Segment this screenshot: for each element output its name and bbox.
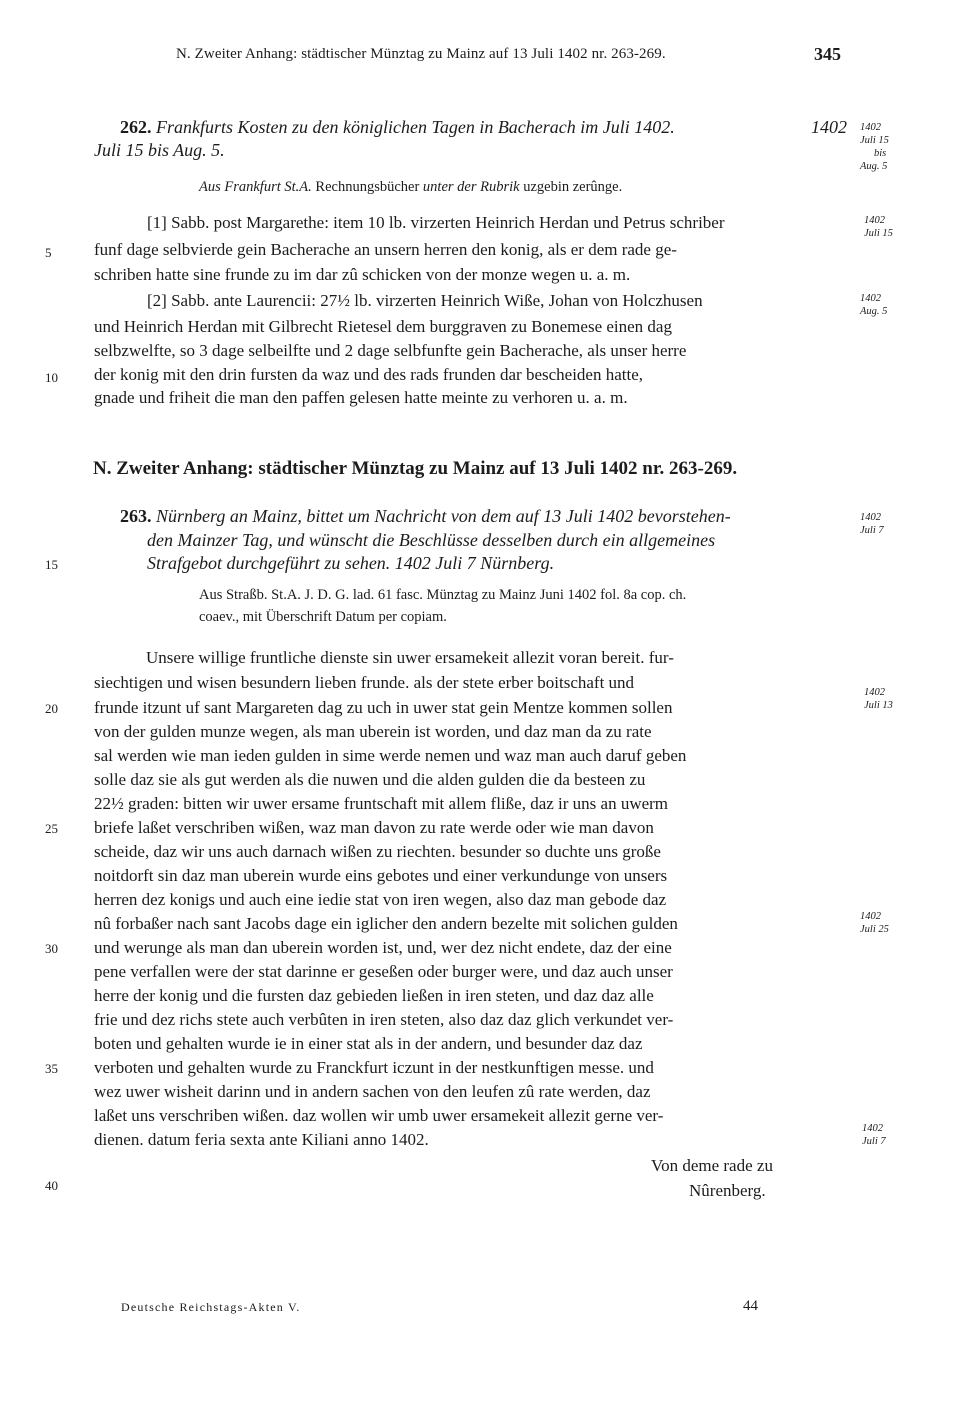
doc263-body-line: dienen. datum feria sexta ante Kiliani anno 1402. (94, 1130, 429, 1149)
doc263-title-line: Strafgebot durchgeführt zu sehen. 1402 Juli 7 Nürnberg. (147, 553, 555, 573)
doc262-line: gnade und friheit die man den paffen gelesen hatte meinte zu verhoren u. a. m. (94, 388, 628, 407)
line-number: 20 (45, 701, 58, 716)
doc263-body-line: frunde itzunt uf sant Margareten dag zu uch in uwer stat gein Mentze kommen sollen (94, 698, 673, 717)
line-number: 15 (45, 557, 58, 572)
doc263-title-margin: 1402 Juli 7 (860, 512, 884, 536)
doc263-body-line: verboten und gehalten wurde zu Franckfurt iczunt in der nestkunftigen messe. und (94, 1058, 654, 1077)
doc263-body-line: 22½ graden: bitten wir uwer ersame fruntschaft mit allem fliße, daz ir uns an uwerm (94, 794, 669, 813)
doc262-line: der konig mit den drin fursten da waz und des rads frunden dar bescheiden hatte, (94, 365, 644, 384)
signature-line1: Von deme rade zu (651, 1156, 773, 1175)
doc262-heading (120, 117, 675, 138)
doc262-title-line2: Juli 15 bis Aug. 5. (94, 140, 225, 160)
doc262-line: [2] Sabb. ante Laurencii: 27½ lb. virzerten Heinrich Wiße, Johan von Holczhusen (147, 291, 703, 310)
doc263-body-line: Unsere willige fruntliche dienste sin uwer ersamekeit allezit voran bereit. fur- (146, 648, 674, 667)
section-title: N. Zweiter Anhang: städtischer Münztag zu Mainz auf 13 Juli 1402 nr. 263-269. (93, 458, 738, 479)
doc263-margin-b: 1402 Juli 25 (860, 911, 889, 935)
doc263-body-line: sal werden wie man ieden gulden in sime werde nemen und waz man auch daruf geben (94, 746, 687, 765)
doc263-body-line: herren dez konigs und auch eine iedie stat von iren wegen, also daz man gebode daz (94, 890, 667, 909)
line-number: 5 (45, 245, 52, 260)
doc262-title-date: 1402 (811, 117, 847, 137)
doc263-body-line: laßet uns verschriben wißen. daz wollen wir umb uwer ersamekeit allezit gerne ver- (94, 1106, 664, 1125)
doc263-body-line: solle daz sie als gut werden als die nuwen und die alden gulden die da besteen zu (94, 770, 646, 789)
doc263-body-line: pene verfallen were der stat darinne er geseßen oder burger were, und daz auch unser (94, 962, 673, 981)
doc263-body-line: noitdorft sin daz man uberein wurde eins gebotes und einer verkundunge von unsers (94, 866, 668, 885)
doc262-source: Aus Frankfurt St.A. Rechnungsbücher unter der Rubrik uzgebin zerûnge. (199, 179, 623, 195)
line-number: 35 (45, 1061, 58, 1076)
line-number: 30 (45, 941, 58, 956)
doc262-line: und Heinrich Herdan mit Gilbrecht Rietesel dem burggraven zu Bonemese einen dag (94, 317, 672, 336)
doc262-margin-1: 1402 Juli 15 (864, 215, 893, 239)
doc263-body-line: und werunge als man dan uberein worden ist, und, wer dez nicht endete, daz der eine (94, 938, 672, 957)
doc263-margin-c: 1402 Juli 7 (862, 1123, 886, 1147)
line-number: 40 (45, 1178, 58, 1193)
doc263-heading: 263. Nürnberg an Mainz, bittet um Nachricht von dem auf 13 Juli 1402 bevorstehen- (120, 506, 731, 526)
doc263-source-line1: Aus Straßb. St.A. J. D. G. lad. 61 fasc. Münztag zu Mainz Juni 1402 fol. 8a cop. ch. (199, 587, 687, 603)
doc262-line: funf dage selbvierde gein Bacherache an unsern herren den konig, als er dem rade ge- (94, 240, 677, 259)
signature-line2: Nûrenberg. (689, 1181, 766, 1200)
doc262-line: selbzwelfte, so 3 dage selbeilfte und 2 dage selbfunfte gein Bacherache, als unser herre (94, 341, 687, 360)
doc262-title-line1: Frankfurts Kosten zu den königlichen Tagen in Bacherach im Juli 1402. (156, 117, 675, 137)
doc263-body-line: frie und dez richs stete auch verbûten in iren steten, also daz daz glich verkundet ver- (94, 1010, 674, 1029)
footer-series-title: Deutsche Reichstags-Akten V. (121, 1300, 301, 1314)
doc263-body-line: siechtigen und wisen besundern lieben frunde. als der stete erber boitschaft und (94, 673, 635, 692)
line-number: 10 (45, 370, 58, 385)
line-number: 25 (45, 821, 58, 836)
doc263-body-line: wez uwer wisheit darinn und in andern sachen von den leufen zû rate werden, daz (94, 1082, 651, 1101)
doc263-source-line2: coaev., mit Überschrift Datum per copiam. (199, 609, 447, 625)
doc262-line: schriben hatte sine frunde zu im dar zû schicken von der monze wegen u. a. m. (94, 265, 631, 284)
doc263-margin-a: 1402 Juli 13 (864, 687, 893, 711)
doc262-number: 262. (120, 117, 152, 137)
doc263-body-line: herre der konig und die fursten daz gebieden ließen in iren steten, und daz daz alle (94, 986, 654, 1005)
doc262-line: [1] Sabb. post Margarethe: item 10 lb. virzerten Heinrich Herdan und Petrus schriber (147, 213, 725, 232)
doc263-body-line: nû forbaßer nach sant Jacobs dage ein iglicher den andern bezelte mit solichen gulden (94, 914, 678, 933)
doc262-margin-2: 1402 Aug. 5 (860, 293, 888, 317)
doc263-body-line: von der gulden munze wegen, als man uberein ist worden, und daz man da zu rate (94, 722, 652, 741)
footer-signature-number: 44 (743, 1298, 758, 1314)
doc262-margin-date: 1402 Juli 15 bis Aug. 5 (860, 122, 889, 172)
doc263-number: 263. (120, 506, 152, 526)
running-header: N. Zweiter Anhang: städtischer Münztag zu Mainz auf 13 Juli 1402 nr. 263-269. (176, 46, 666, 62)
doc263-body-line: boten und gehalten wurde ie in einer stat als in der andern, und besunder daz daz (94, 1034, 643, 1053)
page-number: 345 (814, 44, 841, 64)
doc263-title-line: den Mainzer Tag, und wünscht die Beschlüsse desselben durch ein allgemeines (147, 530, 716, 550)
doc263-body-line: briefe laßet verschriben wißen, waz man davon zu rate werde oder wie man davon (94, 818, 654, 837)
doc263-body-line: scheide, daz wir uns auch darnach wißen zu riechten. besunder so duchte uns große (94, 842, 661, 861)
